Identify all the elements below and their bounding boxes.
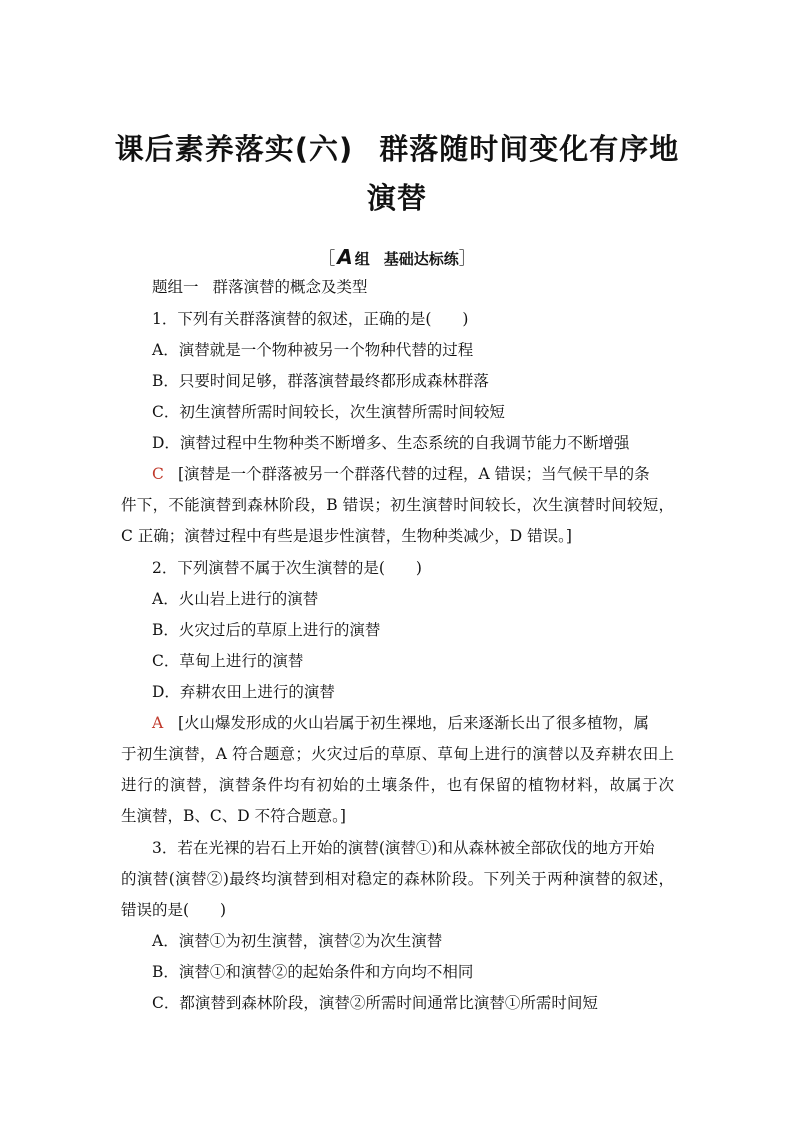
q1-option-c: C．初生演替所需时间较长，次生演替所需时间较短 xyxy=(152,403,505,421)
q3-stem-line-2: 的演替(演替②)最终均演替到相对稳定的森林阶段。下列关于两种演替的叙述， xyxy=(121,870,674,888)
page-title-line-2: 演替 xyxy=(366,181,427,215)
q1-option-b: B．只要时间足够，群落演替最终都形成森林群落 xyxy=(152,372,489,390)
q2-explanation-line-4: 生演替，B、C、D 不符合题意。] xyxy=(121,807,346,825)
q2-option-c: C．草甸上进行的演替 xyxy=(152,652,304,670)
q1-stem: 1．下列有关群落演替的叙述，正确的是( ) xyxy=(152,310,469,328)
q3-option-a: A．演替①为初生演替，演替②为次生演替 xyxy=(152,932,443,950)
q2-explanation-line-2: 于初生演替，A 符合题意；火灾过后的草原、草甸上进行的演替以及弃耕农田上 xyxy=(121,745,674,763)
q1-explanation-line-2: 件下，不能演替到森林阶段，B 错误；初生演替时间较长，次生演替时间较短， xyxy=(121,496,674,514)
q2-stem: 2．下列演替不属于次生演替的是( ) xyxy=(152,559,422,577)
q3-option-b: B．演替①和演替②的起始条件和方向均不相同 xyxy=(152,963,474,981)
topic-label: 题组一 xyxy=(152,278,199,296)
q2-explanation-text-1: [火山爆发形成的火山岩属于初生裸地，后来逐渐长出了很多植物，属 xyxy=(178,714,650,732)
page-title-line-1 xyxy=(0,127,794,168)
group-close-bracket: ］ xyxy=(458,249,476,269)
q2-option-b: B．火灾过后的草原上进行的演替 xyxy=(152,621,381,639)
topic-heading xyxy=(152,276,368,298)
title-series: 课后素养落实(六) xyxy=(114,132,354,166)
group-letter: A xyxy=(337,245,353,269)
q1-option-d: D．演替过程中生物种类不断增多、生态系统的自我调节能力不断增强 xyxy=(152,434,630,452)
q2-option-d: D．弃耕农田上进行的演替 xyxy=(152,683,335,701)
q1-option-a: A．演替就是一个物种被另一个物种代替的过程 xyxy=(152,341,474,359)
q1-answer: C xyxy=(152,465,164,483)
q1-explanation-line-1 xyxy=(152,463,650,485)
group-name: 组 xyxy=(354,250,370,268)
topic-text: 群落演替的概念及类型 xyxy=(212,278,368,296)
q1-explanation-line-3: C 正确；演替过程中有些是退步性演替，生物种类减少，D 错误。] xyxy=(121,527,572,545)
title-topic: 群落随时间变化有序地 xyxy=(379,132,680,166)
q2-explanation-line-1 xyxy=(152,712,649,734)
group-open-bracket: ［ xyxy=(318,249,336,269)
q2-answer: A xyxy=(152,714,164,732)
q3-stem-line-3: 错误的是( ) xyxy=(121,901,227,919)
q2-option-a: A．火山岩上进行的演替 xyxy=(152,590,319,608)
q2-explanation-line-3: 进行的演替，演替条件均有初始的土壤条件，也有保留的植物材料，故属于次 xyxy=(121,776,674,794)
group-label: 基础达标练 xyxy=(383,250,459,268)
q3-stem-line-1: 3．若在光裸的岩石上开始的演替(演替①)和从森林被全部砍伐的地方开始 xyxy=(152,839,655,857)
q3-option-c: C．都演替到森林阶段，演替②所需时间通常比演替①所需时间短 xyxy=(152,994,598,1012)
q1-explanation-text-1: [演替是一个群落被另一个群落代替的过程，A 错误；当气候干旱的条 xyxy=(178,465,650,483)
group-heading xyxy=(0,244,794,269)
